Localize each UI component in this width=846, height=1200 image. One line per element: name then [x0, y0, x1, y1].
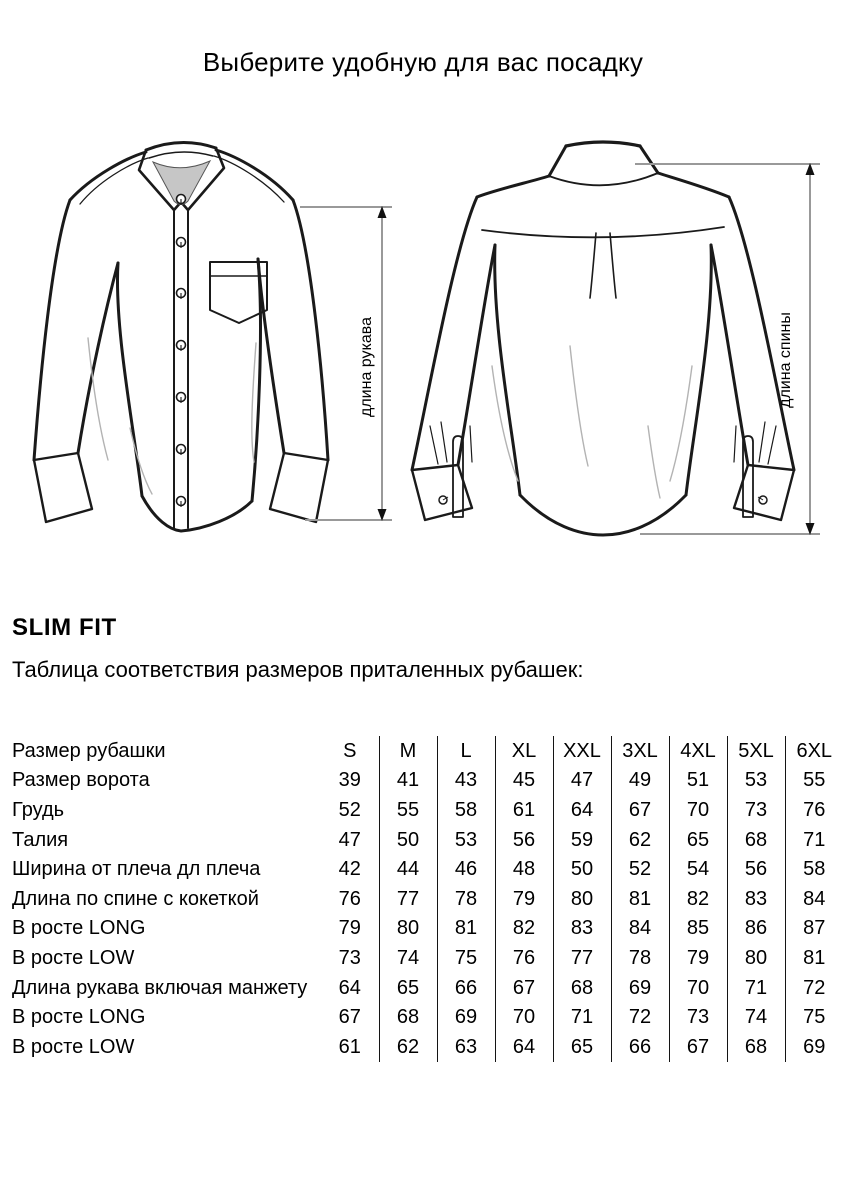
size-value-cell: 81 — [437, 914, 495, 944]
size-value-cell: 47 — [338, 828, 361, 851]
size-value-cell: 65 — [669, 825, 727, 855]
size-value-cell: 76 — [495, 943, 553, 973]
size-column-header: 6XL — [785, 736, 843, 766]
size-column-header: 4XL — [669, 736, 727, 766]
size-value-cell: 45 — [495, 766, 553, 796]
size-value-cell: 62 — [379, 1032, 437, 1062]
size-value-cell: 80 — [379, 914, 437, 944]
size-table-row — [12, 1002, 843, 1032]
size-table — [12, 736, 843, 1062]
size-value-cell: 76 — [785, 795, 843, 825]
size-value-cell: 47 — [553, 766, 611, 796]
size-value-cell: 80 — [727, 943, 785, 973]
size-value-cell: 73 — [669, 1002, 727, 1032]
page-title: Выберите удобную для вас посадку — [202, 47, 644, 77]
front-buttons — [177, 195, 186, 508]
size-table-row — [12, 943, 843, 973]
size-value-cell: 81 — [785, 943, 843, 973]
size-value-cell: 80 — [553, 884, 611, 914]
size-value-cell: 82 — [495, 914, 553, 944]
size-value-cell: 65 — [553, 1032, 611, 1062]
size-value-cell: 67 — [495, 973, 553, 1003]
row-label: В росте LONG — [12, 917, 146, 940]
size-table-row — [12, 795, 843, 825]
size-value-cell: 84 — [785, 884, 843, 914]
size-value-cell: 41 — [379, 766, 437, 796]
size-value-cell: 70 — [495, 1002, 553, 1032]
size-value-cell: 67 — [338, 1006, 361, 1029]
size-value-cell: 42 — [338, 858, 361, 881]
size-value-cell: 74 — [379, 943, 437, 973]
size-table-row — [12, 884, 843, 914]
size-value-cell: 84 — [611, 914, 669, 944]
size-value-cell: 71 — [785, 825, 843, 855]
size-column-header: L — [437, 736, 495, 766]
size-value-cell: 83 — [727, 884, 785, 914]
size-column-header: M — [379, 736, 437, 766]
fit-heading: SLIM FIT — [12, 614, 117, 641]
row-label: В росте LONG — [12, 1006, 146, 1029]
size-value-cell: 64 — [338, 976, 361, 999]
row-label: Ширина от плеча дл плеча — [12, 858, 261, 881]
size-value-cell: 53 — [437, 825, 495, 855]
row-label: Талия — [12, 828, 69, 851]
size-value-cell: 67 — [611, 795, 669, 825]
size-value-cell: 69 — [785, 1032, 843, 1062]
size-value-cell: 56 — [495, 825, 553, 855]
size-value-cell: 67 — [669, 1032, 727, 1062]
size-value-cell: 75 — [785, 1002, 843, 1032]
size-value-cell: 43 — [437, 766, 495, 796]
size-value-cell: 79 — [338, 917, 361, 940]
size-value-cell: 51 — [669, 766, 727, 796]
size-table-row — [12, 766, 843, 796]
size-value-cell: 73 — [338, 946, 361, 969]
size-value-cell: 81 — [611, 884, 669, 914]
size-value-cell: 78 — [611, 943, 669, 973]
size-value-cell: 83 — [553, 914, 611, 944]
size-value-cell: 56 — [727, 854, 785, 884]
size-value-cell: 54 — [669, 854, 727, 884]
size-value-cell: 68 — [553, 973, 611, 1003]
size-value-cell: 72 — [611, 1002, 669, 1032]
size-value-cell: 64 — [553, 795, 611, 825]
size-value-cell: 62 — [611, 825, 669, 855]
row-label: В росте LOW — [12, 946, 135, 969]
size-value-cell: 69 — [611, 973, 669, 1003]
size-value-cell: 82 — [669, 884, 727, 914]
size-value-cell: 61 — [495, 795, 553, 825]
size-value-cell: 73 — [727, 795, 785, 825]
table-caption: Таблица соответствия размеров приталенных рубашек: — [12, 657, 584, 682]
size-value-cell: 66 — [437, 973, 495, 1003]
row-label: Размер рубашки — [12, 739, 166, 762]
size-table-header-row — [12, 736, 843, 766]
size-value-cell: 50 — [379, 825, 437, 855]
size-value-cell: 65 — [379, 973, 437, 1003]
row-label: В росте LOW — [12, 1035, 135, 1058]
size-value-cell: 68 — [727, 1032, 785, 1062]
size-table-row — [12, 1032, 843, 1062]
size-column-header: XXL — [553, 736, 611, 766]
size-value-cell: 76 — [338, 887, 361, 910]
size-value-cell: 52 — [338, 798, 361, 821]
size-value-cell: 44 — [379, 854, 437, 884]
size-table-row — [12, 825, 843, 855]
size-table-row — [12, 854, 843, 884]
back-length-label: длина спины — [777, 312, 794, 408]
size-value-cell: 50 — [553, 854, 611, 884]
size-value-cell: 86 — [727, 914, 785, 944]
size-table-row — [12, 973, 843, 1003]
size-value-cell: 66 — [611, 1032, 669, 1062]
row-label: Длина рукава включая манжету — [12, 976, 308, 999]
size-value-cell: 77 — [379, 884, 437, 914]
size-value-cell: 58 — [437, 795, 495, 825]
sleeve-length-label: длина рукава — [358, 317, 375, 417]
back-cuff-buttons — [439, 496, 767, 504]
size-value-cell: 77 — [553, 943, 611, 973]
size-value-cell: 70 — [669, 973, 727, 1003]
size-value-cell: 46 — [437, 854, 495, 884]
size-table-body — [12, 736, 843, 1062]
size-value-cell: 61 — [338, 1035, 361, 1058]
row-label: Длина по спине с кокеткой — [12, 887, 259, 910]
size-value-cell: 74 — [727, 1002, 785, 1032]
size-value-cell: 71 — [727, 973, 785, 1003]
shirt-front-drawing — [30, 128, 396, 568]
size-column-header: S — [343, 739, 357, 762]
row-label: Грудь — [12, 798, 65, 821]
size-value-cell: 69 — [437, 1002, 495, 1032]
size-value-cell: 58 — [785, 854, 843, 884]
row-label: Размер ворота — [12, 769, 150, 792]
size-column-header: 5XL — [727, 736, 785, 766]
sleeve-length-arrow — [300, 206, 392, 521]
size-value-cell: 78 — [437, 884, 495, 914]
size-value-cell: 53 — [727, 766, 785, 796]
size-value-cell: 68 — [379, 1002, 437, 1032]
size-value-cell: 75 — [437, 943, 495, 973]
size-value-cell: 72 — [785, 973, 843, 1003]
size-column-header: XL — [495, 736, 553, 766]
size-value-cell: 63 — [437, 1032, 495, 1062]
size-value-cell: 79 — [495, 884, 553, 914]
size-value-cell: 49 — [611, 766, 669, 796]
size-value-cell: 39 — [338, 769, 361, 792]
size-value-cell: 64 — [495, 1032, 553, 1062]
size-value-cell: 55 — [379, 795, 437, 825]
size-value-cell: 87 — [785, 914, 843, 944]
size-value-cell: 48 — [495, 854, 553, 884]
size-table-row — [12, 914, 843, 944]
size-value-cell: 52 — [611, 854, 669, 884]
size-value-cell: 85 — [669, 914, 727, 944]
size-column-header: 3XL — [611, 736, 669, 766]
size-value-cell: 71 — [553, 1002, 611, 1032]
size-value-cell: 59 — [553, 825, 611, 855]
size-value-cell: 70 — [669, 795, 727, 825]
size-value-cell: 55 — [785, 766, 843, 796]
size-value-cell: 68 — [727, 825, 785, 855]
size-value-cell: 79 — [669, 943, 727, 973]
